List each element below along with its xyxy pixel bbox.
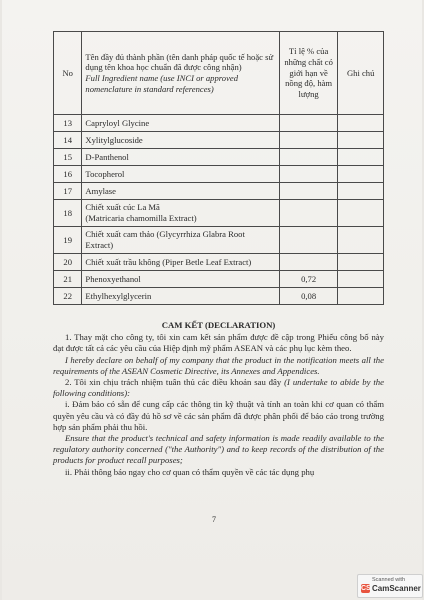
table-row (54, 271, 384, 288)
row-no: 14 (54, 132, 82, 149)
row-ratio (279, 115, 337, 132)
row-note (338, 183, 384, 200)
table-row (54, 149, 384, 166)
row-ingredient-sub: (Matricaria chamomilla Extract) (85, 213, 197, 223)
row-no: 15 (54, 149, 82, 166)
declaration-clause-2-en: (I undertake to abide by the following conditions): (53, 377, 385, 399)
row-no: 16 (54, 166, 82, 183)
header-ingredient-en: Full Ingredient name (use INCI or approved nomenclature in standard references) (85, 73, 239, 94)
header-ingredient (82, 32, 279, 115)
table-row (54, 288, 384, 305)
row-ingredient: D-Panthenol (82, 149, 279, 166)
row-ingredient (82, 227, 279, 254)
row-ingredient: Capryloyl Glycine (82, 115, 279, 132)
row-ratio (279, 227, 337, 254)
row-ingredient-name: Chiết xuất cúc La Mã (85, 202, 160, 213)
row-note (338, 200, 384, 227)
row-ingredient (82, 200, 279, 227)
row-ratio: 0,72 (279, 271, 337, 288)
table-row (54, 254, 384, 271)
camscanner-logo-icon: CS (361, 585, 371, 592)
declaration-title: CAM KẾT (DECLARATION) (161, 320, 276, 330)
row-ratio (279, 254, 337, 271)
row-ratio (279, 132, 337, 149)
row-note (338, 227, 384, 254)
header-note: Ghi chú (338, 32, 384, 115)
row-ratio (279, 183, 337, 200)
row-ingredient: Ethylhexylglycerin (82, 288, 279, 305)
row-ratio: 0,08 (279, 288, 337, 305)
row-ingredient: Amylase (82, 183, 279, 200)
header-ratio: Tỉ lệ % của những chất có giới hạn về nồng độ, hàm lượng (279, 32, 337, 115)
declaration-item-ii: ii. Phải thông báo ngay cho cơ quan có thẩm quyền về các tác dụng phụ (65, 466, 315, 477)
row-ratio (279, 166, 337, 183)
page-number: 7 (212, 515, 216, 524)
row-note (338, 254, 384, 271)
row-ingredient: Xylitylglucoside (82, 132, 279, 149)
row-note (338, 115, 384, 132)
table-row (54, 166, 384, 183)
table-row (54, 115, 384, 132)
ingredient-table (53, 31, 384, 305)
row-ingredient-sub: Extract) (85, 240, 114, 250)
row-no: 19 (54, 227, 82, 254)
camscanner-watermark (357, 574, 423, 598)
row-no: 20 (54, 254, 82, 271)
row-no: 18 (54, 200, 82, 227)
table-row (54, 132, 384, 149)
table-header-row (54, 32, 384, 115)
row-no: 13 (54, 115, 82, 132)
table-row (54, 200, 384, 227)
table-row (54, 183, 384, 200)
row-ingredient: Tocopherol (82, 166, 279, 183)
document-page (2, 0, 422, 600)
declaration-clause-1-en: I hereby declare on behalf of my company that the product in the notification meets all the requirements of the ASEAN Cosmetic Directive, its Annexes and Appendices. (53, 354, 384, 376)
declaration-clause-1: 1. Thay mặt cho công ty, tôi xin cam kết sản phẩm được đề cập trong Phiếu công bố này đạt được tất cả các yêu cầu của Hiệp định mỹ phẩm ASEAN và các phụ lục kèm theo. (53, 332, 384, 354)
header-ingredient-vi: Tên đầy đủ thành phần (tên danh pháp quốc tế hoặc sử dụng tên khoa học chuẩn đã được công nhận) (85, 51, 274, 73)
row-no: 22 (54, 288, 82, 305)
declaration-section (53, 320, 384, 478)
watermark-caption: Scanned with (372, 577, 406, 583)
watermark-brand: CamScanner (372, 584, 421, 593)
declaration-item-i-en: Ensure that the product's technical and safety information is made readily available to the regulatory authority concerned ("the Authority") and to keep records of the distribution of the products for product recall purposes; (53, 433, 384, 466)
table-row (54, 227, 384, 254)
row-no: 17 (54, 183, 82, 200)
declaration-clause-2-vi: 2. Tôi xin chịu trách nhiệm tuân thủ các điều khoản sau đây (65, 377, 282, 388)
row-note (338, 132, 384, 149)
row-note (338, 288, 384, 305)
header-no: No (54, 32, 82, 115)
row-note (338, 166, 384, 183)
row-ingredient: Phenoxyethanol (82, 271, 279, 288)
row-ratio (279, 200, 337, 227)
declaration-clause-2 (53, 377, 384, 399)
row-ratio (279, 149, 337, 166)
row-note (338, 271, 384, 288)
row-ingredient-name: Chiết xuất cam thảo (Glycyrrhiza Glabra Root (85, 229, 245, 240)
declaration-item-i: i. Đảm bảo có sẵn để cung cấp các thông tin kỹ thuật và tính an toàn khi cơ quan có thẩm quyền yêu cầu và có đầy đủ hồ sơ về các sản phẩm đã được phân phối để báo cáo trong trường hợp sản phẩm phải thu hồi. (53, 399, 384, 432)
row-note (338, 149, 384, 166)
row-ingredient: Chiết xuất trầu không (Piper Betle Leaf Extract) (82, 254, 279, 271)
row-no: 21 (54, 271, 82, 288)
